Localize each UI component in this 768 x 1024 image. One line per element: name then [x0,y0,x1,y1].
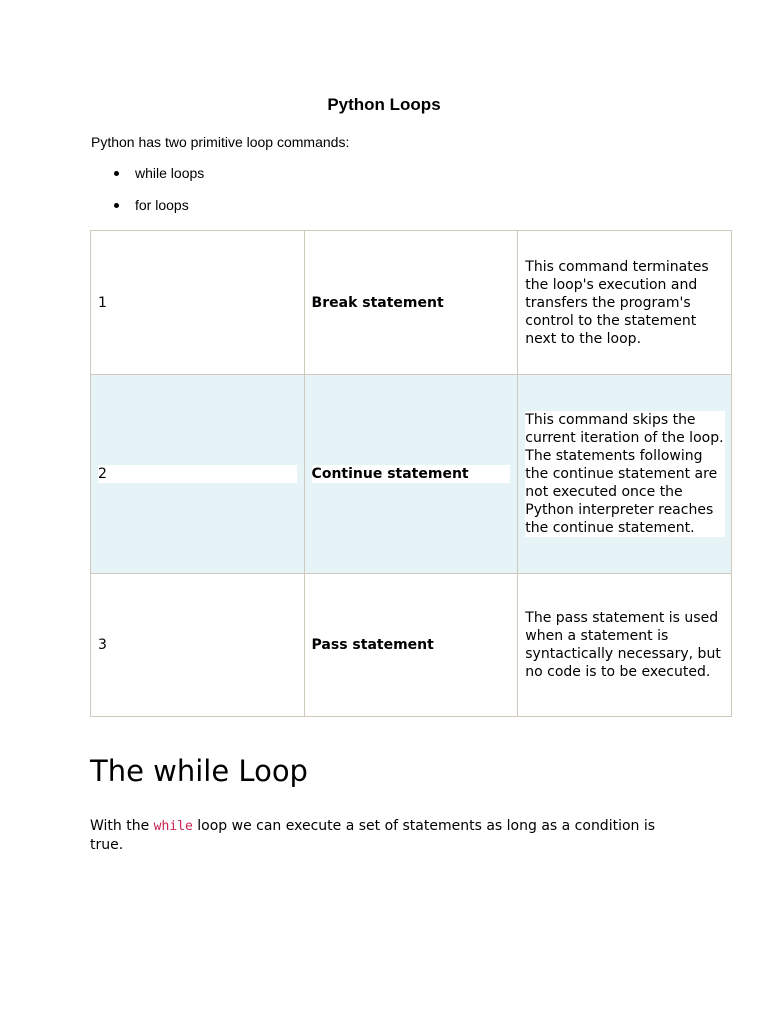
table-cell-description: The pass statement is used when a statement is syntactically necessary, but no code is to be executed. [518,574,732,717]
table-row [91,375,732,574]
inline-code-keyword: while [153,819,193,834]
table-cell-name: Break statement [304,231,518,375]
table-cell-name: Pass statement [304,574,518,717]
list-item-label: for loops [135,197,189,213]
loop-control-table [90,230,732,717]
bullet-icon [114,203,119,208]
paragraph-text: With the [90,818,154,834]
table-cell-description: This command terminates the loop's execution and transfers the program's control to the statement next to the loop. [518,231,732,375]
list-item [112,164,204,196]
intro-paragraph: Python has two primitive loop commands: [91,134,350,150]
section-heading: The while Loop [90,754,308,788]
cell-text: 2 [98,465,297,483]
paragraph-text: loop we can execute a set of statements as long as a condition is true. [90,818,656,853]
table-cell-description [518,375,732,574]
loop-types-list [112,164,204,228]
section-paragraph [90,817,690,854]
list-item [112,196,204,228]
list-item-label: while loops [135,165,205,181]
table-cell-number [91,375,305,574]
table-row [91,231,732,375]
table-row [91,574,732,717]
table-cell-name [304,375,518,574]
cell-text: This command skips the current iteration of the loop. The statements following the continue statement are not executed once the Python interpreter reaches the continue statement. [525,412,724,536]
bullet-icon [114,171,119,176]
page-title: Python Loops [327,95,441,114]
table-cell-number: 1 [91,231,305,375]
table-cell-number: 3 [91,574,305,717]
cell-text: Continue statement [312,465,511,483]
